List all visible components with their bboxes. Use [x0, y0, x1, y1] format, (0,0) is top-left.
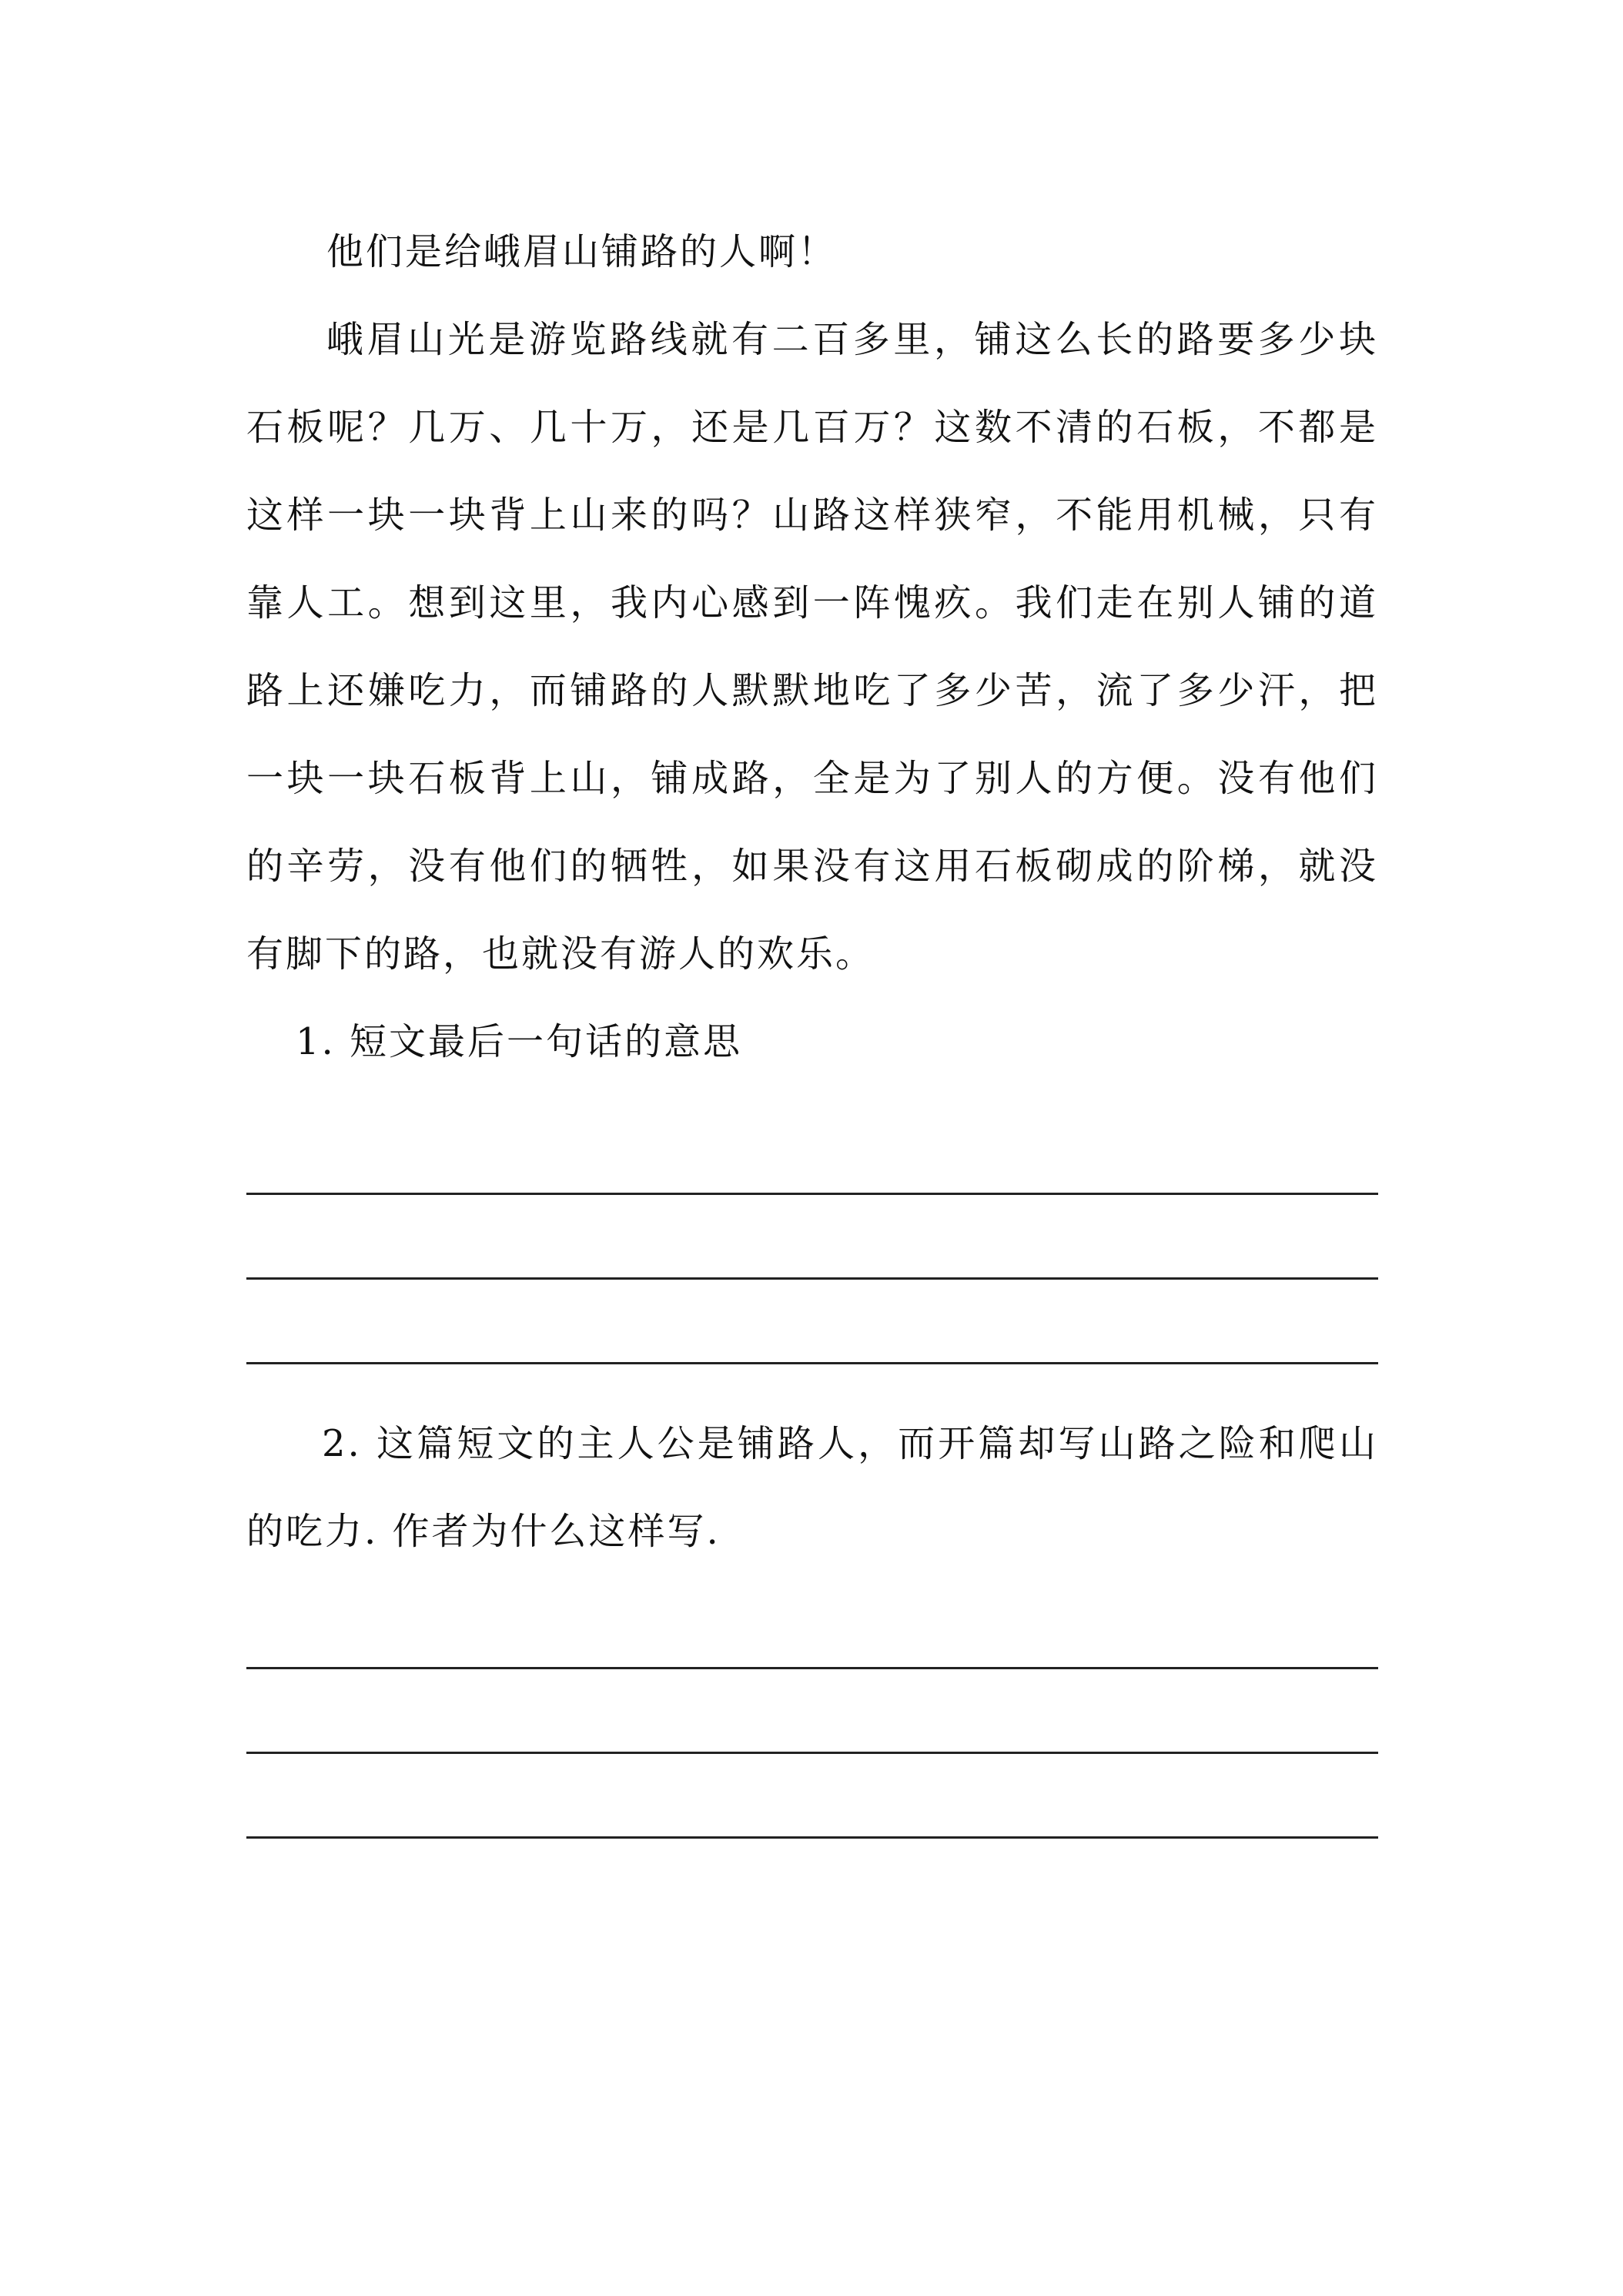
- answer-line[interactable]: [246, 1575, 1378, 1669]
- answer-line[interactable]: [246, 1280, 1378, 1364]
- spacer: [246, 1364, 1378, 1400]
- answer-lines-question-2: [246, 1575, 1378, 1839]
- answer-line[interactable]: [246, 1086, 1378, 1195]
- answer-line[interactable]: [246, 1195, 1378, 1280]
- answer-line[interactable]: [246, 1754, 1378, 1839]
- document-content: [246, 208, 1378, 1839]
- question-1: 1. 短文最后一句话的意思: [296, 1020, 743, 1063]
- answer-line[interactable]: [246, 1669, 1378, 1754]
- question-2: 2. 这篇短文的主人公是铺路人，而开篇却写山路之险和爬山的吃力. 作者为什么这样写.: [246, 1422, 1378, 1553]
- passage-line-1: 他们是给峨眉山铺路的人啊！: [326, 230, 838, 273]
- answer-lines-question-1: [246, 1086, 1378, 1364]
- passage-paragraph-2: 峨眉山光是游览路线就有二百多里，铺这么长的路要多少块石板呢？几万、几十万，还是几百万？这数不清的石板，不都是这样一块一块背上山来的吗？山路这样狭窄，不能用机械，只有靠人工。想到这里，我内心感到一阵愧疚。我们走在别人铺的道路上还嫌吃力，而铺路的人默默地吃了多少苦，流了多少汗，把一块一块石板背上山，铺成路，全是为了别人的方便。没有他们的辛劳，没有他们的牺牲，如果没有这用石板砌成的阶梯，就没有脚下的路，也就没有游人的欢乐。: [246, 318, 1378, 976]
